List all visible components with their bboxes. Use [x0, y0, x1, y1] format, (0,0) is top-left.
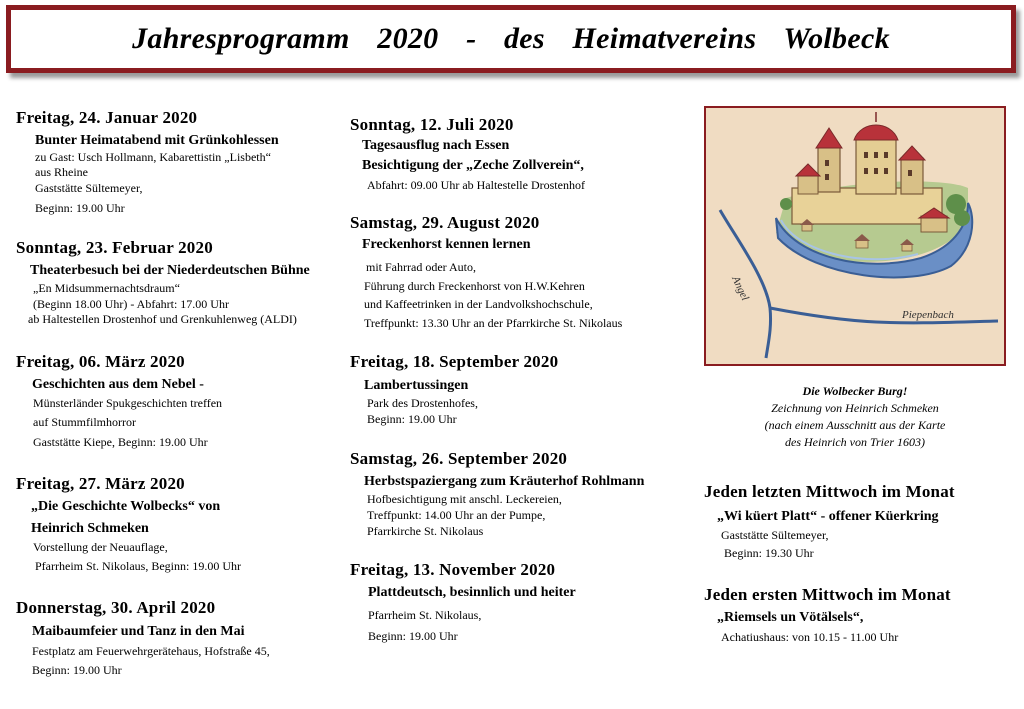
event-headline: „Die Geschichte Wolbecks“ von: [31, 499, 221, 514]
event-headline: Plattdeutsch, besinnlich und heiter: [368, 585, 576, 600]
event-date: Donnerstag, 30. April 2020: [16, 598, 216, 617]
caption-line: Zeichnung von Heinrich Schmeken: [771, 401, 939, 415]
event-nov: [350, 560, 576, 644]
event-date: Freitag, 27. März 2020: [16, 474, 185, 493]
event-jan: [16, 108, 279, 216]
event-headline: Freckenhorst kennen lernen: [362, 237, 531, 252]
event-detail: ab Haltestellen Drostenhof und Grenkuhlenweg (ALDI): [28, 312, 297, 326]
river-label-angel: Angel: [729, 274, 752, 303]
event-detail: Abfahrt: 09.00 Uhr ab Haltestelle Drostenhof: [367, 178, 585, 192]
event-headline: Bunter Heimatabend mit Grünkohlessen: [35, 133, 279, 148]
event-detail: Pfarrkirche St. Nikolaus: [367, 524, 484, 538]
event-feb: [16, 238, 310, 327]
event-date: Sonntag, 12. Juli 2020: [350, 115, 514, 134]
event-date: Freitag, 18. September 2020: [350, 352, 559, 371]
event-time: Pfarrheim St. Nikolaus, Beginn: 19.00 Uhr: [35, 559, 241, 573]
event-date: Samstag, 26. September 2020: [350, 449, 568, 468]
event-date: Jeden ersten Mittwoch im Monat: [704, 585, 951, 604]
event-time: Beginn: 19.00 Uhr: [367, 412, 457, 426]
event-detail: Münsterländer Spukgeschichten treffen: [33, 396, 223, 410]
event-sep-18: [350, 352, 558, 427]
event-apr: [16, 598, 270, 678]
event-location: Gaststätte Sültemeyer,: [35, 181, 143, 195]
event-mar-06: [16, 352, 222, 450]
event-headline: „Wi küert Platt“ - offener Küerkring: [717, 509, 939, 524]
title-frame: [10, 9, 1012, 69]
event-detail: mit Fahrrad oder Auto,: [366, 260, 476, 274]
event-headline: Besichtigung der „Zeche Zollverein“,: [362, 158, 584, 173]
event-last-wednesday: [704, 482, 955, 561]
caption-title: Die Wolbecker Burg!: [802, 384, 908, 398]
castle-map-illustration: [706, 108, 1004, 364]
title-banner: [6, 5, 1016, 73]
event-headline: Tagesausflug nach Essen: [362, 138, 510, 153]
event-aug: [350, 213, 622, 331]
event-headline: Lambertussingen: [364, 378, 469, 393]
event-meeting-point: Treffpunkt: 14.00 Uhr an der Pumpe,: [367, 508, 546, 522]
event-detail: Vorstellung der Neuauflage,: [33, 540, 168, 554]
event-date: Freitag, 06. März 2020: [16, 352, 185, 371]
event-mar-27: [16, 474, 241, 574]
caption-line: (nach einem Ausschnitt aus der Karte: [764, 418, 946, 432]
event-location: Gaststätte Sültemeyer,: [721, 528, 829, 542]
event-detail: „En Midsummernachtsdraum“: [33, 281, 180, 295]
event-date: Jeden letzten Mittwoch im Monat: [704, 482, 955, 501]
event-headline: Herbstspaziergang zum Kräuterhof Rohlmann: [364, 474, 645, 489]
event-time: Gaststätte Kiepe, Beginn: 19.00 Uhr: [33, 435, 208, 449]
event-jul: [350, 115, 585, 193]
event-sep-26: [350, 449, 644, 539]
event-first-wednesday: [704, 585, 951, 645]
event-detail: (Beginn 18.00 Uhr) - Abfahrt: 17.00 Uhr: [33, 297, 229, 311]
event-meeting-point: Treffpunkt: 13.30 Uhr an der Pfarrkirche St. Nikolaus: [364, 316, 623, 330]
event-date: Freitag, 24. Januar 2020: [16, 108, 198, 127]
event-time: Beginn: 19.00 Uhr: [368, 629, 458, 643]
river-label-piepenbach: Piepenbach: [902, 309, 954, 321]
event-headline: Theaterbesuch bei der Niederdeutschen Bühne: [30, 263, 310, 278]
event-date: Sonntag, 23. Februar 2020: [16, 238, 213, 257]
event-detail: und Kaffeetrinken in der Landvolkshochschule,: [364, 297, 593, 311]
event-time: Beginn: 19.00 Uhr: [35, 201, 125, 215]
event-detail: Festplatz am Feuerwehrgerätehaus, Hofstraße 45,: [32, 644, 270, 658]
event-detail: Achatiushaus: von 10.15 - 11.00 Uhr: [721, 630, 899, 644]
event-detail: Führung durch Freckenhorst von H.W.Kehren: [364, 279, 585, 293]
event-headline: Maibaumfeier und Tanz in den Mai: [32, 624, 245, 639]
wolbeck-castle-drawing: [704, 106, 1006, 366]
page-title: Jahresprogramm 2020 - des Heimatvereins Wolbeck: [132, 22, 890, 55]
caption-line: des Heinrich von Trier 1603): [785, 435, 925, 449]
event-detail: Pfarrheim St. Nikolaus,: [368, 608, 482, 622]
event-date: Samstag, 29. August 2020: [350, 213, 540, 232]
event-detail: zu Gast: Usch Hollmann, Kabarettistin „Lisbeth“: [35, 150, 271, 164]
map-caption: [704, 383, 1006, 451]
event-headline: „Riemsels un Vötälsels“,: [717, 610, 864, 625]
event-detail: auf Stummfilmhorror: [33, 415, 136, 429]
event-detail: Hofbesichtigung mit anschl. Leckereien,: [367, 492, 562, 506]
event-detail: Park des Drostenhofes,: [367, 396, 478, 410]
event-date: Freitag, 13. November 2020: [350, 560, 556, 579]
event-detail: aus Rheine: [35, 165, 88, 179]
event-headline: Heinrich Schmeken: [31, 521, 149, 536]
event-time: Beginn: 19.00 Uhr: [32, 663, 122, 677]
event-time: Beginn: 19.30 Uhr: [724, 546, 814, 560]
event-headline: Geschichten aus dem Nebel -: [32, 377, 204, 392]
